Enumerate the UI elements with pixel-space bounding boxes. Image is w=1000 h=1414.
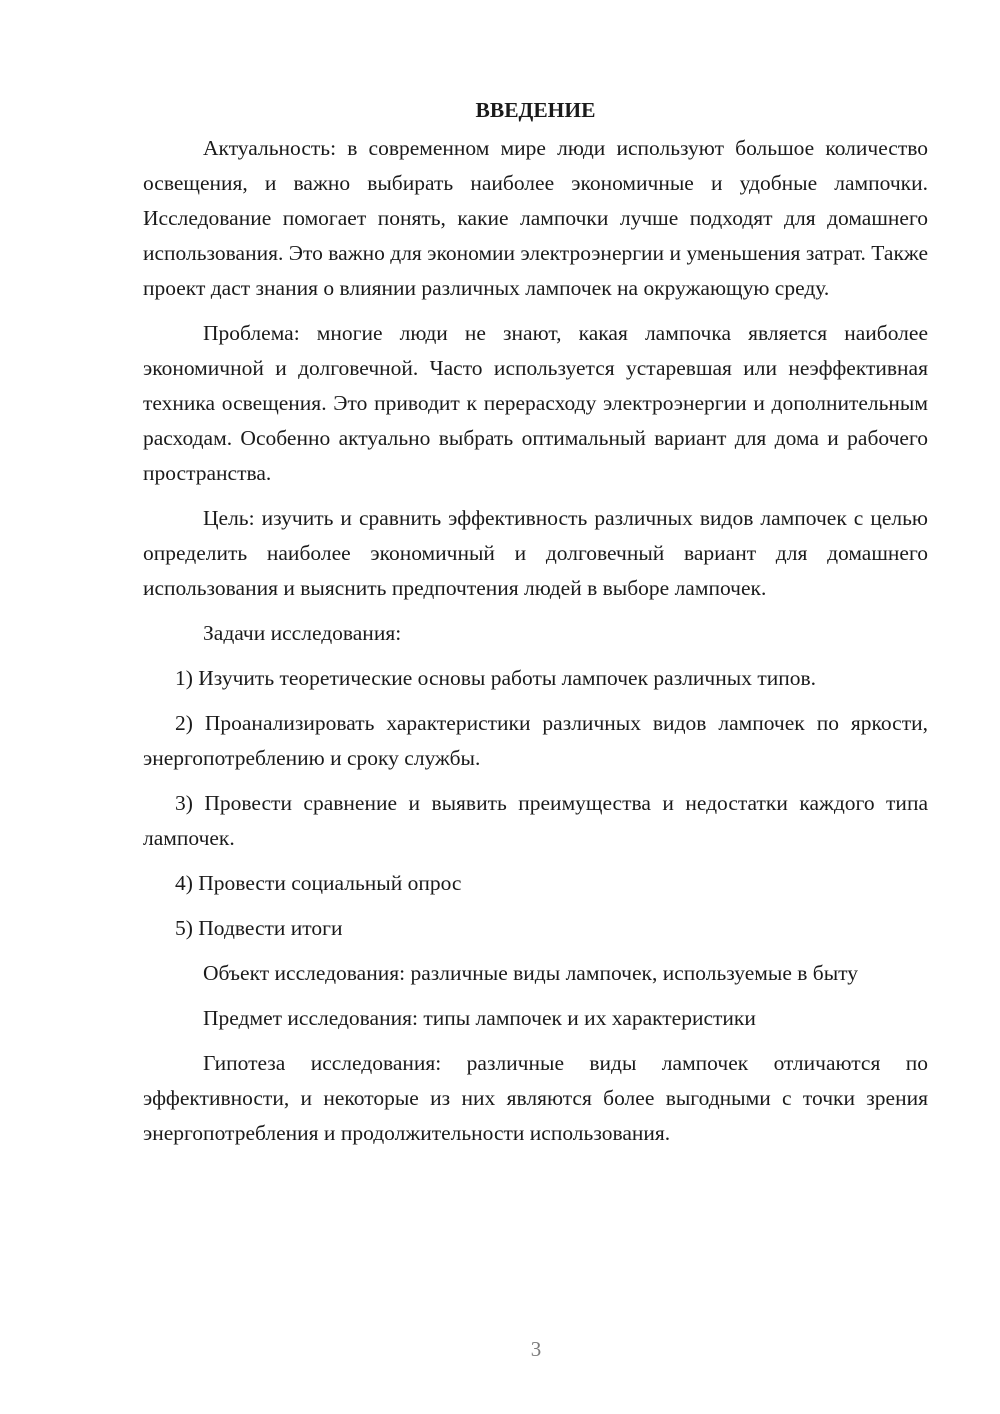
- task-item-5: 5) Подвести итоги: [175, 916, 343, 940]
- page-content: [143, 93, 928, 1161]
- paragraph-hypothesis: Гипотеза исследования: различные виды лампочек отличаются по эффективности, и некоторые из них являются более выгодными с точки зрения энергопотребления и продолжительности использования.: [143, 1051, 928, 1145]
- page-number: 3: [530, 1337, 542, 1361]
- paragraph-goal: Цель: изучить и сравнить эффективность различных видов лампочек с целью определить наиболее экономичный и долговечный вариант для домашнего использования и выяснить предпочтения людей в выборе лампочек.: [143, 506, 928, 600]
- task-item-3: 3) Провести сравнение и выявить преимущества и недостатки каждого типа лампочек.: [143, 791, 928, 850]
- paragraph-relevance: Актуальность: в современном мире люди используют большое количество освещения, и важно выбирать наиболее экономичные и удобные лампочки. Исследование помогает понять, какие лампочки лучше подходят для домашнего использования. Это важно для экономии электроэнергии и уменьшения затрат. Также проект даст знания о влиянии различных лампочек на окружающую среду.: [143, 136, 928, 300]
- task-item-2: 2) Проанализировать характеристики различных видов лампочек по яркости, энергопотреблению и сроку службы.: [143, 711, 928, 770]
- page-title: ВВЕДЕНИЕ: [475, 98, 596, 122]
- task-item-4: 4) Провести социальный опрос: [175, 871, 462, 895]
- paragraph-object: Объект исследования: различные виды лампочек, используемые в быту: [203, 961, 859, 985]
- task-item-1: 1) Изучить теоретические основы работы лампочек различных типов.: [175, 666, 817, 690]
- tasks-heading: Задачи исследования:: [203, 621, 402, 645]
- paragraph-subject: Предмет исследования: типы лампочек и их характеристики: [203, 1006, 756, 1030]
- paragraph-problem: Проблема: многие люди не знают, какая лампочка является наиболее экономичной и долговечной. Часто используется устаревшая или неэффективная техника освещения. Это приводит к перерасходу электроэнергии и дополнительным расходам. Особенно актуально выбрать оптимальный вариант для дома и рабочего пространства.: [143, 321, 928, 485]
